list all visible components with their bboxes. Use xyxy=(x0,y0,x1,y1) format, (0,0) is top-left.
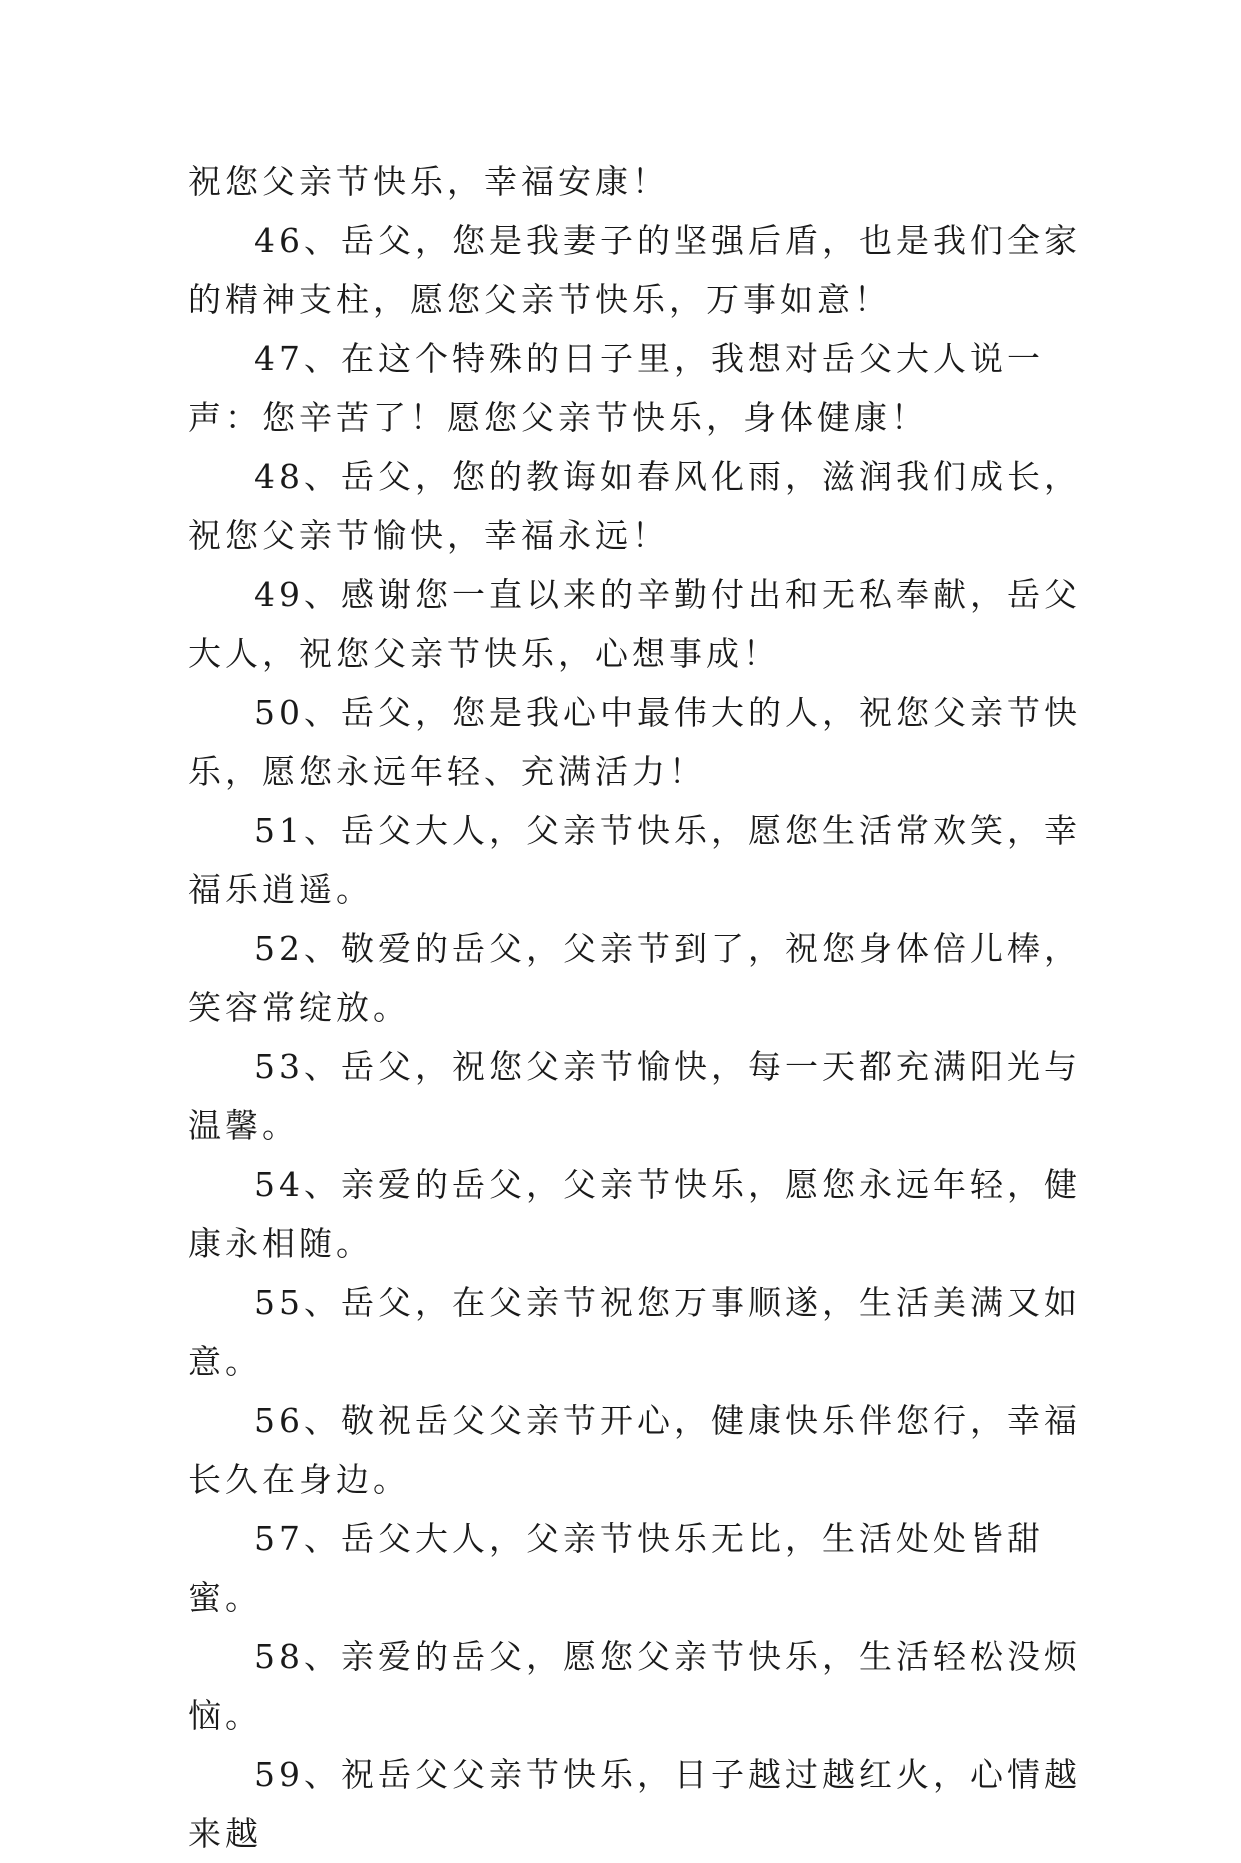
paragraph-47: 47、在这个特殊的日子里，我想对岳父大人说一声：您辛苦了！愿您父亲节快乐，身体健康！ xyxy=(188,339,1044,437)
paragraph-59: 59、祝岳父父亲节快乐，日子越过越红火，心情越来越 xyxy=(188,1755,1081,1853)
paragraph-54: 54、亲爱的岳父，父亲节快乐，愿您永远年轻，健康永相随。 xyxy=(188,1165,1081,1263)
paragraph-51: 51、岳父大人，父亲节快乐，愿您生活常欢笑，幸福乐逍遥。 xyxy=(188,811,1081,909)
paragraph-55: 55、岳父，在父亲节祝您万事顺遂，生活美满又如意。 xyxy=(188,1283,1081,1381)
document-body xyxy=(188,152,1088,1863)
paragraph-53: 53、岳父，祝您父亲节愉快，每一天都充满阳光与温馨。 xyxy=(188,1047,1081,1145)
paragraph-49: 49、感谢您一直以来的辛勤付出和无私奉献，岳父大人，祝您父亲节快乐，心想事成！ xyxy=(188,575,1081,673)
paragraph-56: 56、敬祝岳父父亲节开心，健康快乐伴您行，幸福长久在身边。 xyxy=(188,1401,1081,1499)
paragraph-58: 58、亲爱的岳父，愿您父亲节快乐，生活轻松没烦恼。 xyxy=(188,1637,1081,1735)
paragraph-52: 52、敬爱的岳父，父亲节到了，祝您身体倍儿棒，笑容常绽放。 xyxy=(188,929,1081,1027)
paragraph-46: 46、岳父，您是我妻子的坚强后盾，也是我们全家的精神支柱，愿您父亲节快乐，万事如意！ xyxy=(188,221,1081,319)
paragraph-57: 57、岳父大人，父亲节快乐无比，生活处处皆甜蜜。 xyxy=(188,1519,1044,1617)
paragraph-48: 48、岳父，您的教诲如春风化雨，滋润我们成长，祝您父亲节愉快，幸福永远！ xyxy=(188,457,1081,555)
paragraph-continuation: 祝您父亲节快乐，幸福安康！ xyxy=(188,162,669,201)
paragraph-50: 50、岳父，您是我心中最伟大的人，祝您父亲节快乐，愿您永远年轻、充满活力！ xyxy=(188,693,1081,791)
